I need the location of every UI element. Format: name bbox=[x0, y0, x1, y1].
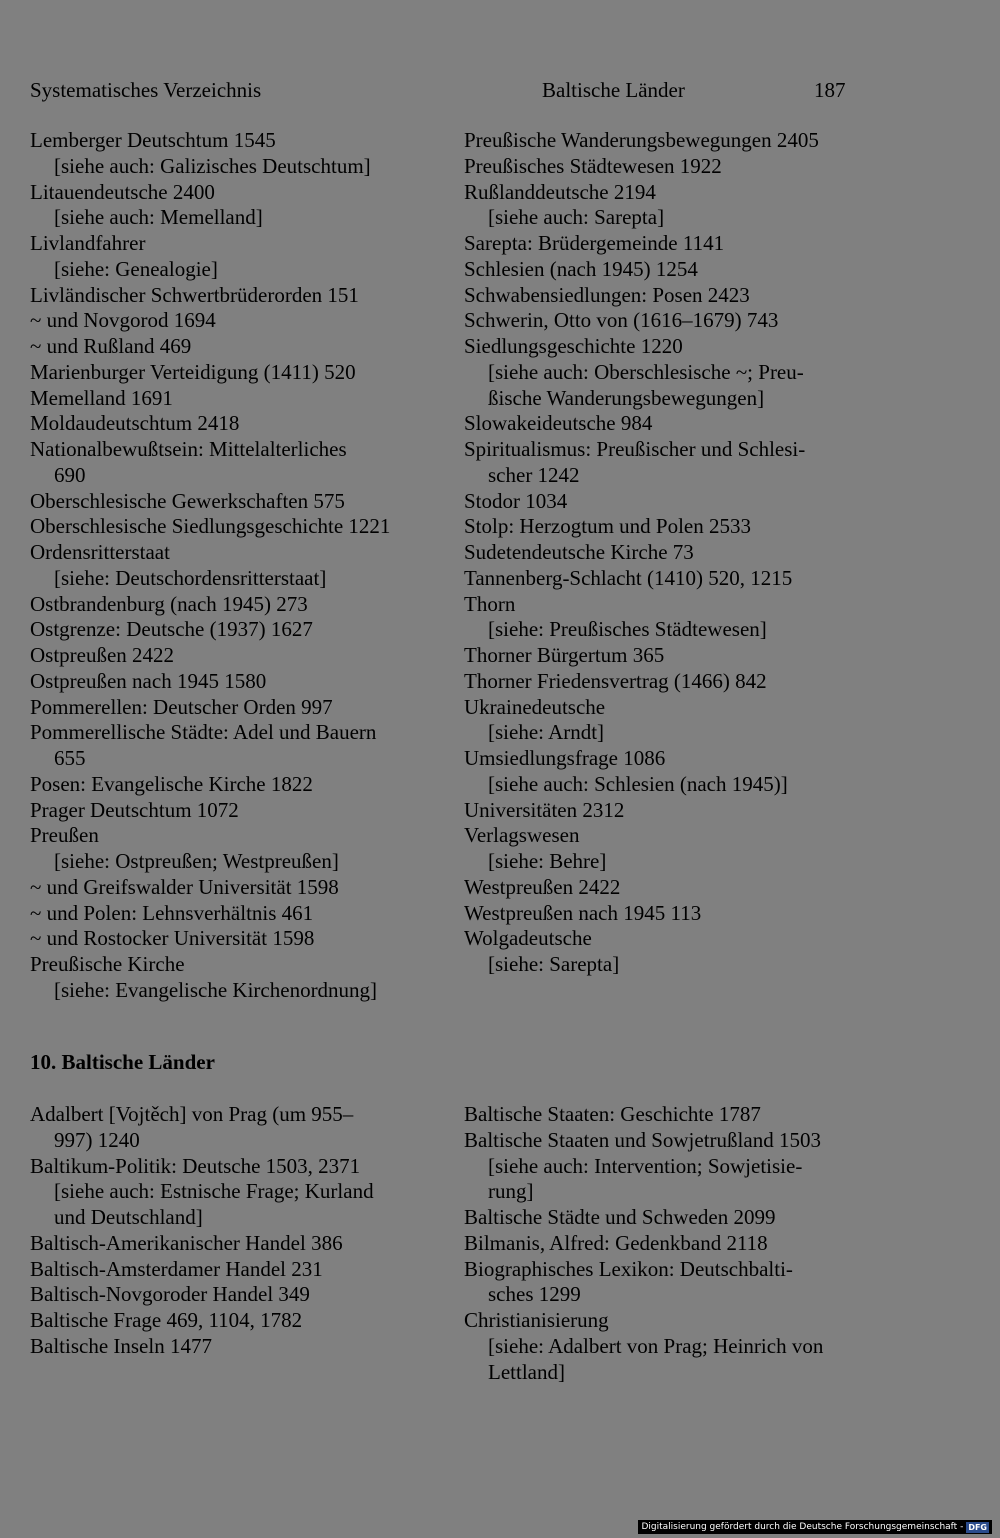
index-entry: Baltisch-Amsterdamer Handel 231 bbox=[30, 1256, 323, 1281]
index-entry: ~ und Novgorod 1694 bbox=[30, 308, 216, 333]
index-subline: [siehe: Genealogie] bbox=[54, 256, 218, 281]
index-subline: [siehe: Evangelische Kirchenordnung] bbox=[54, 977, 378, 1002]
index-entry: Stolp: Herzogtum und Polen 2533 bbox=[464, 514, 751, 539]
index-subline: [siehe auch: Oberschlesische ~; Preu- bbox=[488, 359, 804, 384]
index-column-top-right bbox=[464, 128, 884, 978]
running-head-right: Baltische Länder bbox=[542, 78, 685, 102]
index-entry: Moldaudeutschtum 2418 bbox=[30, 411, 240, 436]
index-entry: Tannenberg-Schlacht (1410) 520, 1215 bbox=[464, 565, 793, 590]
index-subline: [siehe: Behre] bbox=[488, 849, 607, 873]
index-subline: 690 bbox=[54, 462, 86, 487]
index-subline: ßische Wanderungsbewegungen] bbox=[488, 385, 765, 410]
index-entry: Oberschlesische Gewerkschaften 575 bbox=[30, 488, 345, 513]
index-entry: Preußen bbox=[30, 823, 99, 848]
index-entry: Umsiedlungsfrage 1086 bbox=[464, 746, 666, 770]
index-entry: ~ und Polen: Lehnsverhältnis 461 bbox=[30, 900, 314, 925]
index-entry: Spiritualismus: Preußischer und Schlesi- bbox=[464, 437, 806, 461]
index-entry: Thorner Bürgertum 365 bbox=[464, 643, 665, 667]
index-subline: und Deutschland] bbox=[54, 1205, 203, 1229]
index-entry: Thorner Friedensvertrag (1466) 842 bbox=[464, 668, 767, 693]
digitization-footer bbox=[638, 1520, 992, 1534]
index-subline: rung] bbox=[488, 1179, 534, 1204]
index-subline: 997) 1240 bbox=[54, 1127, 140, 1152]
index-entry: Wolgadeutsche bbox=[464, 926, 592, 951]
index-entry: Universitäten 2312 bbox=[464, 797, 625, 822]
index-subline: [siehe auch: Sarepta] bbox=[488, 205, 665, 230]
index-subline: [siehe auch: Estnische Frage; Kurland bbox=[54, 1179, 374, 1204]
index-entry: Stodor 1034 bbox=[464, 488, 568, 513]
footer-text: Digitalisierung gefördert durch die Deutsche Forschungsgemeinschaft - bbox=[641, 1522, 964, 1532]
index-entry: Preußisches Städtewesen 1922 bbox=[464, 153, 722, 178]
index-subline: scher 1242 bbox=[488, 462, 580, 487]
index-entry: Baltikum-Politik: Deutsche 1503, 2371 bbox=[30, 1153, 361, 1178]
index-entry: Ordensritterstaat bbox=[30, 540, 170, 564]
index-subline: [siehe auch: Schlesien (nach 1945)] bbox=[488, 771, 788, 796]
index-entry: Slowakeideutsche 984 bbox=[464, 411, 653, 436]
index-column-bottom-right bbox=[464, 1102, 884, 1385]
index-entry: Adalbert [Vojtěch] von Prag (um 955– bbox=[30, 1102, 354, 1126]
index-column-bottom-left bbox=[30, 1102, 450, 1360]
section-heading: 10. Baltische Länder bbox=[30, 1050, 215, 1074]
index-entry: Ostbrandenburg (nach 1945) 273 bbox=[30, 591, 308, 616]
index-subline: [siehe: Deutschordensritterstaat] bbox=[54, 565, 327, 590]
index-entry: Lemberger Deutschtum 1545 bbox=[30, 128, 276, 152]
index-entry: Sarepta: Brüdergemeinde 1141 bbox=[464, 231, 725, 255]
index-entry: Siedlungsgeschichte 1220 bbox=[464, 334, 683, 358]
page-header bbox=[30, 78, 850, 104]
index-entry: Baltische Staaten: Geschichte 1787 bbox=[464, 1102, 761, 1126]
index-entry: Oberschlesische Siedlungsgeschichte 1221 bbox=[30, 514, 391, 539]
index-column-top-left bbox=[30, 128, 450, 1004]
index-entry: ~ und Greifswalder Universität 1598 bbox=[30, 874, 339, 899]
index-entry: Posen: Evangelische Kirche 1822 bbox=[30, 771, 313, 796]
index-entry: Livländischer Schwertbrüderorden 151 bbox=[30, 282, 359, 307]
index-entry: Preußische Wanderungsbewegungen 2405 bbox=[464, 128, 819, 152]
index-entry: ~ und Rostocker Universität 1598 bbox=[30, 926, 315, 951]
index-entry: Baltisch-Amerikanischer Handel 386 bbox=[30, 1230, 343, 1255]
index-entry: Rußlanddeutsche 2194 bbox=[464, 179, 656, 204]
index-subline: Lettland] bbox=[488, 1359, 565, 1384]
index-entry: Baltische Städte und Schweden 2099 bbox=[464, 1205, 776, 1229]
index-entry: Ostpreußen nach 1945 1580 bbox=[30, 668, 267, 693]
index-entry: Livlandfahrer bbox=[30, 231, 146, 255]
index-entry: Sudetendeutsche Kirche 73 bbox=[464, 540, 694, 564]
index-entry: Memelland 1691 bbox=[30, 385, 173, 410]
index-entry: Verlagswesen bbox=[464, 823, 580, 848]
index-entry: Baltische Inseln 1477 bbox=[30, 1333, 212, 1358]
index-entry: Schlesien (nach 1945) 1254 bbox=[464, 256, 698, 281]
index-entry: Biographisches Lexikon: Deutschbalti- bbox=[464, 1256, 793, 1281]
index-entry: Litauendeutsche 2400 bbox=[30, 179, 215, 204]
index-entry: Westpreußen nach 1945 113 bbox=[464, 900, 702, 925]
index-entry: Nationalbewußtsein: Mittelalterliches bbox=[30, 437, 347, 461]
index-subline: [siehe: Adalbert von Prag; Heinrich von bbox=[488, 1333, 824, 1358]
index-entry: Bilmanis, Alfred: Gedenkband 2118 bbox=[464, 1230, 768, 1255]
index-entry: Schwerin, Otto von (1616–1679) 743 bbox=[464, 308, 779, 333]
running-head-left: Systematisches Verzeichnis bbox=[30, 78, 262, 102]
index-entry: Baltische Staaten und Sowjetrußland 1503 bbox=[464, 1127, 821, 1152]
dfg-logo: DFG bbox=[968, 1522, 987, 1532]
index-subline: [siehe: Preußisches Städtewesen] bbox=[488, 617, 767, 642]
index-subline: [siehe auch: Memelland] bbox=[54, 205, 263, 230]
index-subline: sches 1299 bbox=[488, 1282, 581, 1307]
index-entry: Westpreußen 2422 bbox=[464, 874, 621, 899]
index-entry: Thorn bbox=[464, 591, 516, 616]
index-subline: [siehe: Arndt] bbox=[488, 720, 605, 745]
index-subline: [siehe auch: Intervention; Sowjetisie- bbox=[488, 1153, 803, 1178]
index-entry: Ukrainedeutsche bbox=[464, 694, 606, 719]
index-entry: Prager Deutschtum 1072 bbox=[30, 797, 239, 822]
index-subline: [siehe: Sarepta] bbox=[488, 952, 620, 976]
index-subline: [siehe auch: Galizisches Deutschtum] bbox=[54, 153, 371, 178]
index-entry: Ostgrenze: Deutsche (1937) 1627 bbox=[30, 617, 313, 642]
page-number: 187 bbox=[814, 78, 846, 102]
index-entry: Christianisierung bbox=[464, 1308, 609, 1332]
index-entry: Preußische Kirche bbox=[30, 952, 185, 976]
index-entry: ~ und Rußland 469 bbox=[30, 334, 192, 358]
index-entry: Baltische Frage 469, 1104, 1782 bbox=[30, 1308, 303, 1332]
index-entry: Baltisch-Novgoroder Handel 349 bbox=[30, 1282, 310, 1307]
index-entry: Ostpreußen 2422 bbox=[30, 643, 175, 667]
index-entry: Pommerellen: Deutscher Orden 997 bbox=[30, 694, 333, 719]
index-subline: [siehe: Ostpreußen; Westpreußen] bbox=[54, 849, 339, 873]
index-entry: Pommerellische Städte: Adel und Bauern bbox=[30, 720, 377, 745]
index-entry: Schwabensiedlungen: Posen 2423 bbox=[464, 282, 750, 307]
index-subline: 655 bbox=[54, 746, 86, 770]
index-entry: Marienburger Verteidigung (1411) 520 bbox=[30, 359, 356, 384]
